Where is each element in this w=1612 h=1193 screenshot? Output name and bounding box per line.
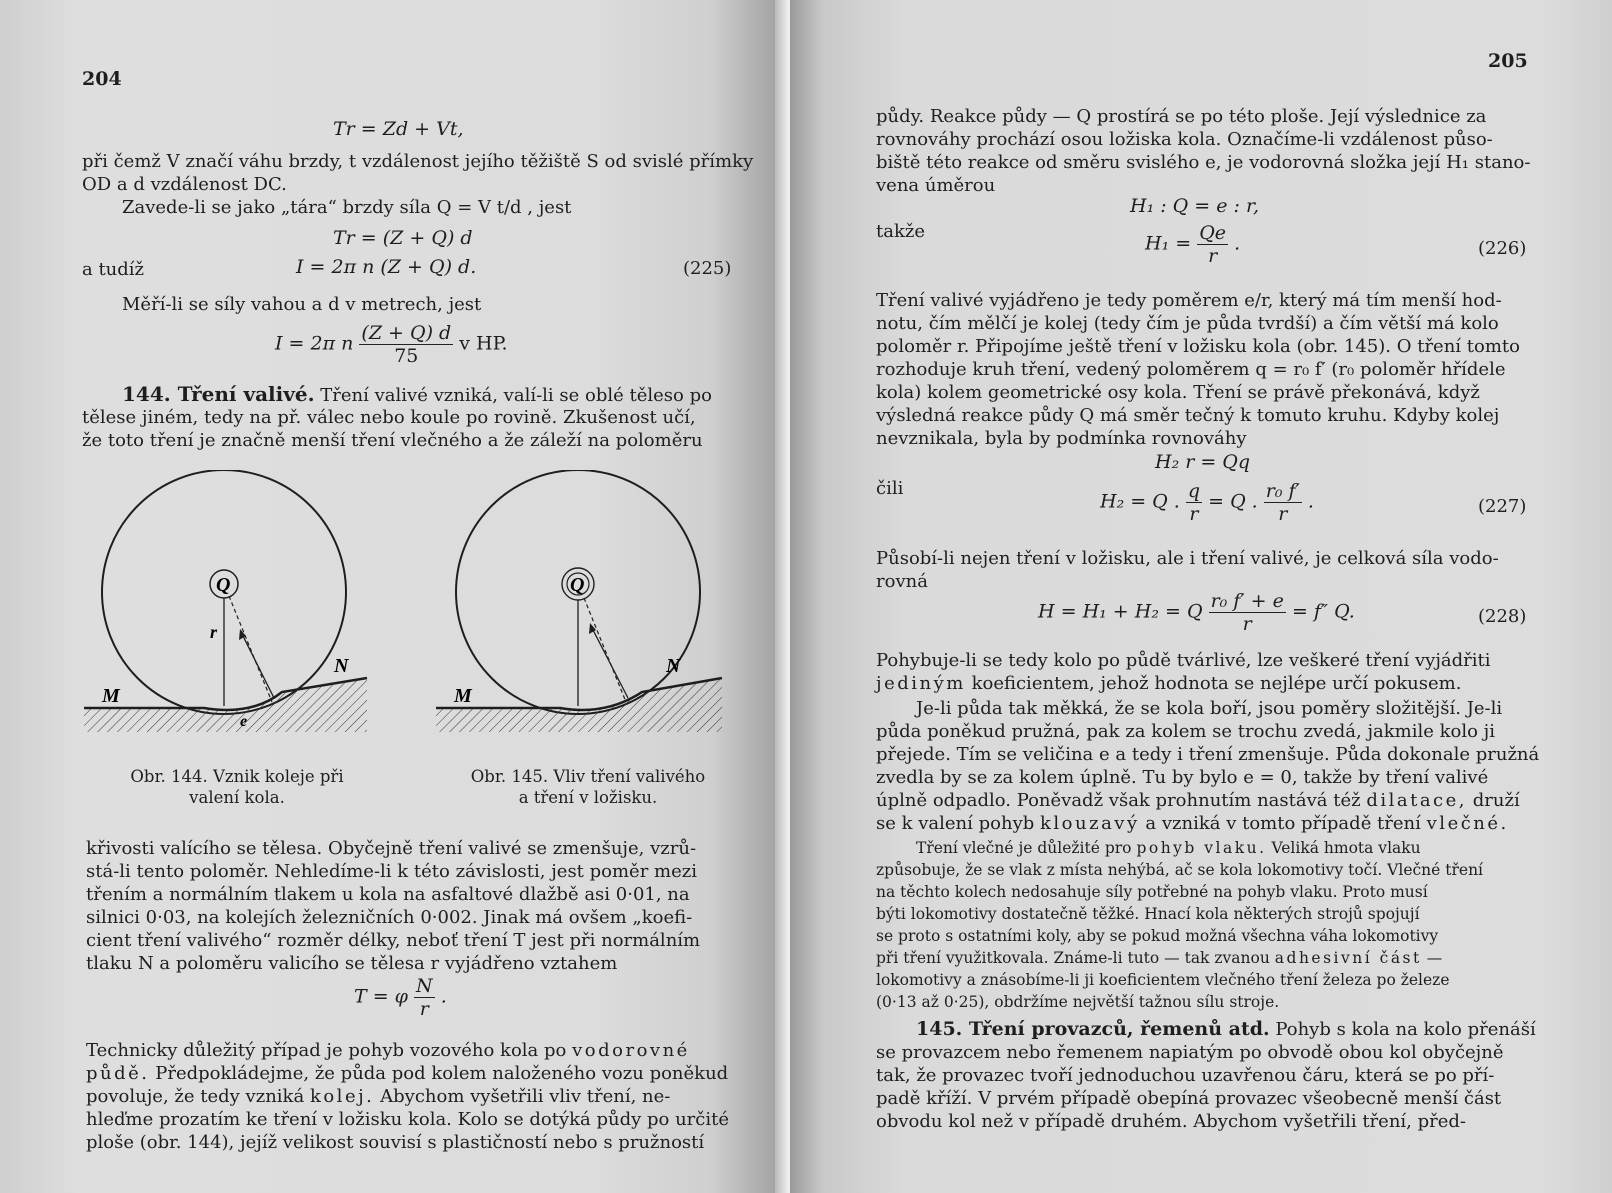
fraction-denominator: r bbox=[419, 998, 429, 1020]
section-heading: 145. Tření provazců, řemenů atd. bbox=[916, 1018, 1270, 1040]
text-line: takže bbox=[876, 221, 926, 242]
text-line: třením a normálním tlakem u kola na asfaltové dlažbě asi 0·01, na bbox=[86, 884, 690, 905]
text-run: Abychom vyšetřili vliv tření, ne- bbox=[380, 1086, 671, 1107]
text-line: Zavede-li se jako „tára“ brzdy síla Q = V t/d , jest bbox=[122, 197, 572, 218]
spaced-text: adhesivní část bbox=[1274, 949, 1422, 967]
text-line: Je-li půda tak měkká, že se kola boří, jsou poměry složitější. Je-li bbox=[916, 698, 1503, 719]
small-text-line: na těchto kolech nedosahuje síly potřebné na pohyb vlaku. Proto musí bbox=[876, 883, 1428, 901]
text-line: ploše (obr. 144), jejíž velikost souvisí s plastičností nebo s pružností bbox=[86, 1132, 705, 1153]
label-n: N bbox=[666, 655, 681, 677]
fraction-denominator: r bbox=[1189, 503, 1199, 525]
label-e: e bbox=[240, 713, 248, 730]
figure-caption bbox=[438, 766, 738, 808]
equation bbox=[354, 975, 447, 1020]
page-number: 204 bbox=[82, 68, 122, 90]
text-line: tělese jiném, tedy na př. válec nebo koule po rovině. Zkušenost učí, bbox=[82, 407, 696, 428]
text-line: rovnováhy prochází osou ložiska kola. Označíme-li vzdálenost půso- bbox=[876, 129, 1493, 150]
left-page bbox=[0, 0, 790, 1193]
equation-part: . bbox=[440, 985, 447, 1008]
equation: Tr = Zd + Vt, bbox=[333, 118, 464, 140]
fraction-numerator: q bbox=[1187, 480, 1201, 502]
text-line: rozhoduje kruh tření, vedený poloměrem q = r₀ f′ (r₀ poloměr hřídele bbox=[876, 359, 1506, 380]
equation-part: I = 2π n bbox=[275, 332, 354, 355]
text-line: půda poněkud pružná, pak za kolem se trochu zvedá, jakmile kolo ji bbox=[876, 721, 1496, 742]
text-line: rovná bbox=[876, 571, 928, 592]
fraction-denominator: r bbox=[1278, 503, 1288, 525]
text-line: se provazcem nebo řemenem napiatým po obvodě obou kol obyčejně bbox=[876, 1042, 1504, 1063]
fraction-numerator: r₀ f′ + e bbox=[1210, 590, 1284, 612]
fraction-numerator: Qe bbox=[1199, 222, 1227, 244]
text-line: křivosti valícího se tělesa. Obyčejně tření valivé se zmenšuje, vzrů- bbox=[86, 838, 697, 859]
text-run: při tření využitkovala. Známe-li tuto — tak zvanou bbox=[876, 949, 1270, 967]
text-line: padě kříží. V prvém případě obepíná provazec všeobecně menší část bbox=[876, 1088, 1502, 1109]
text-line: nevznikala, byla by podmínka rovnováhy bbox=[876, 428, 1247, 449]
equation: H₁ : Q = e : r, bbox=[1130, 195, 1260, 217]
reaction-arrow bbox=[592, 628, 628, 698]
right-page bbox=[790, 0, 1612, 1193]
figure-caption bbox=[92, 766, 382, 808]
small-text-line: (0·13 až 0·25), obdržíme největší tažnou sílu stroje. bbox=[876, 993, 1280, 1011]
dashed-line bbox=[229, 596, 272, 702]
equation-part: . bbox=[1234, 232, 1241, 255]
text-line bbox=[916, 1019, 1536, 1040]
text-run: úplně odpadlo. Poněvadž však prohnutím nastává též bbox=[876, 790, 1361, 811]
caption-line: valení kola. bbox=[189, 788, 285, 807]
text-line: hleďme prozatím ke tření v ložisku kola. Kolo se dotýká půdy po určité bbox=[86, 1109, 730, 1130]
text-line bbox=[86, 1063, 728, 1084]
text-line: obvodu kol než v případě druhém. Abychom vyšetřili tření, před- bbox=[876, 1111, 1466, 1132]
fraction bbox=[414, 975, 435, 1020]
equation: I = 2π n (Z + Q) d. bbox=[296, 256, 477, 278]
text-line: Měří-li se síly vahou a d v metrech, jest bbox=[122, 294, 482, 315]
equation-part: v HP. bbox=[459, 332, 508, 355]
text-run: Předpokládejme, že půda pod kolem naloženého vozu poněkud bbox=[155, 1063, 729, 1084]
figure-145 bbox=[434, 470, 734, 770]
equation-part: H₂ = Q . bbox=[1100, 490, 1180, 513]
fraction-numerator: (Z + Q) d bbox=[361, 322, 452, 344]
reaction-arrow bbox=[242, 634, 274, 698]
text-line: silnici 0·03, na kolejích železničních 0·002. Jinak má ovšem „koefi- bbox=[86, 907, 693, 928]
text-line: a tudíž bbox=[82, 259, 145, 280]
text-run: se k valení pohyb bbox=[876, 813, 1035, 834]
equation bbox=[1038, 590, 1355, 635]
text-line: biště této reakce od směru svislého e, je vodorovná složka její H₁ stano- bbox=[876, 152, 1531, 173]
fraction bbox=[1197, 222, 1228, 267]
text-line: půdy. Reakce půdy — Q prostírá se po této ploše. Její výslednice za bbox=[876, 106, 1487, 127]
equation-number: (226) bbox=[1478, 238, 1527, 259]
label-q: Q bbox=[570, 574, 585, 596]
text-line: notu, čím mělčí je kolej (tedy čím je půda tvrdší) a čím větší má kolo bbox=[876, 313, 1499, 334]
equation-part: H₁ = bbox=[1145, 232, 1192, 255]
caption-line: Obr. 145. Vliv tření valivého bbox=[470, 767, 706, 786]
text-run: povoluje, že tedy vzniká bbox=[86, 1086, 305, 1107]
text-line: Působí-li nejen tření v ložisku, ale i tření valivé, je celková síla vodo- bbox=[876, 548, 1499, 569]
label-n: N bbox=[334, 655, 349, 677]
text-line: výsledná reakce půdy Q má směr tečný k tomuto kruhu. Kdyby kolej bbox=[876, 405, 1500, 426]
text-line bbox=[86, 1086, 670, 1107]
text-line: přejede. Tím se veličina e a tedy i tření zmenšuje. Půda dokonale pružná bbox=[876, 744, 1540, 765]
caption-line: Obr. 144. Vznik koleje při bbox=[130, 767, 344, 786]
equation: Tr = (Z + Q) d bbox=[333, 227, 473, 249]
label-r: r bbox=[210, 622, 218, 642]
equation-number: (228) bbox=[1478, 606, 1527, 627]
text-run: Tření valivé vzniká, valí-li se oblé těleso po bbox=[320, 385, 712, 406]
figure-144 bbox=[82, 470, 382, 770]
section-heading: 144. Tření valivé. bbox=[122, 382, 315, 406]
spaced-text: vodorovné bbox=[572, 1040, 690, 1061]
spaced-text: kolej. bbox=[309, 1086, 375, 1107]
equation-part: H = H₁ + H₂ = Q bbox=[1038, 600, 1203, 623]
small-text-line: způsobuje, že se vlak z místa nehýbá, ač se kola lokomotivy točí. Vlečné tření bbox=[876, 861, 1484, 879]
dashed-line bbox=[584, 598, 626, 702]
fraction-numerator: N bbox=[416, 975, 433, 997]
text-line: čili bbox=[876, 478, 904, 499]
fraction-denominator: r bbox=[1242, 613, 1252, 635]
equation-part: = f″ Q. bbox=[1291, 600, 1355, 623]
text-line: tak, že provazec tvoří jednoduchou uzavřenou čáru, která se po pří- bbox=[876, 1065, 1495, 1086]
small-text-line: lokomotivy a znásobíme-li ji koeficientem vlečného tření železa po železe bbox=[876, 971, 1450, 989]
spaced-text: vlečné. bbox=[1426, 813, 1509, 834]
equation: H₂ r = Qq bbox=[1155, 451, 1251, 473]
caption-line: a tření v ložisku. bbox=[518, 788, 658, 807]
fraction-denominator: 75 bbox=[394, 345, 419, 367]
fraction-denominator: r bbox=[1208, 245, 1218, 267]
small-text-line: býti lokomotivy dostatečně těžké. Hnací kola některých strojů spojují bbox=[876, 905, 1420, 923]
label-m: M bbox=[102, 685, 120, 707]
text-line: tlaku N a poloměru valicího se tělesa r vyjádřeno vztahem bbox=[86, 953, 618, 974]
label-m: M bbox=[454, 685, 472, 707]
text-line: poloměr r. Připojíme ještě tření v ložisku kola (obr. 145). O tření tomto bbox=[876, 336, 1520, 357]
text-line bbox=[876, 813, 1509, 834]
spaced-text: pohyb vlaku. bbox=[1136, 839, 1267, 857]
text-run: — bbox=[1426, 949, 1443, 967]
equation-part: T = φ bbox=[354, 985, 408, 1008]
text-line: Tření valivé vyjádřeno je tedy poměrem e/r, který má tím menší hod- bbox=[876, 290, 1502, 311]
text-line: cient tření valivého“ rozměr délky, neboť tření T jest při normálním bbox=[86, 930, 701, 951]
text-line bbox=[86, 1040, 690, 1061]
spaced-text: klouzavý bbox=[1040, 813, 1140, 834]
small-text-line bbox=[876, 949, 1442, 968]
spaced-text: jediným bbox=[876, 673, 966, 694]
fraction bbox=[1209, 590, 1286, 635]
text-line: zvedla by se za kolem úplně. Tu by bylo e = 0, takže by tření valivé bbox=[876, 767, 1489, 788]
equation-number: (227) bbox=[1478, 496, 1527, 517]
text-run: a vzniká v tomto případě tření bbox=[1145, 813, 1421, 834]
small-text-line: se proto s ostatními koly, aby se pokud možná všechna váha lokomotivy bbox=[876, 927, 1439, 945]
text-run: koeficientem, jehož hodnota se nejlépe určí pokusem. bbox=[971, 673, 1462, 694]
page-number: 205 bbox=[1488, 50, 1528, 72]
fraction bbox=[1264, 480, 1302, 525]
text-line: vena úměrou bbox=[876, 175, 996, 196]
text-run: druží bbox=[1472, 790, 1520, 811]
spaced-text: dilatace, bbox=[1366, 790, 1468, 811]
text-run: Tření vlečné je důležité pro bbox=[916, 839, 1132, 857]
fraction-numerator: r₀ f′ bbox=[1265, 480, 1300, 502]
text-line: Pohybuje-li se tedy kolo po půdě tvárlivé, lze veškeré tření vyjádřiti bbox=[876, 650, 1491, 671]
text-line bbox=[876, 673, 1461, 694]
text-line: OD a d vzdálenost DC. bbox=[82, 174, 287, 195]
equation bbox=[1100, 480, 1314, 525]
equation-part: = Q . bbox=[1208, 490, 1258, 513]
text-line: stá-li tento poloměr. Nehledíme-li k této závislosti, jest poměr mezi bbox=[86, 861, 697, 882]
equation bbox=[1145, 222, 1240, 267]
text-line bbox=[122, 384, 712, 406]
text-run: Pohyb s kola na kolo přenáší bbox=[1275, 1019, 1536, 1040]
spaced-text: půdě. bbox=[86, 1063, 150, 1084]
equation-number: (225) bbox=[683, 258, 732, 279]
text-line: při čemž V značí váhu brzdy, t vzdálenost jejího těžiště S od svislé přímky bbox=[82, 151, 754, 172]
text-run: Technicky důležitý případ je pohyb vozového kola po bbox=[86, 1040, 567, 1061]
fraction bbox=[1186, 480, 1202, 525]
equation bbox=[275, 322, 508, 367]
small-text-line bbox=[916, 839, 1421, 858]
text-run: Veliká hmota vlaku bbox=[1271, 839, 1421, 857]
label-q: Q bbox=[216, 574, 231, 596]
text-line: že toto tření je značně menší tření vlečného a že záleží na poloměru bbox=[82, 430, 703, 451]
equation-part: . bbox=[1307, 490, 1314, 513]
fraction bbox=[359, 322, 453, 367]
text-line bbox=[876, 790, 1520, 811]
text-line: kola) kolem geometrické osy kola. Tření se právě překonává, když bbox=[876, 382, 1480, 403]
